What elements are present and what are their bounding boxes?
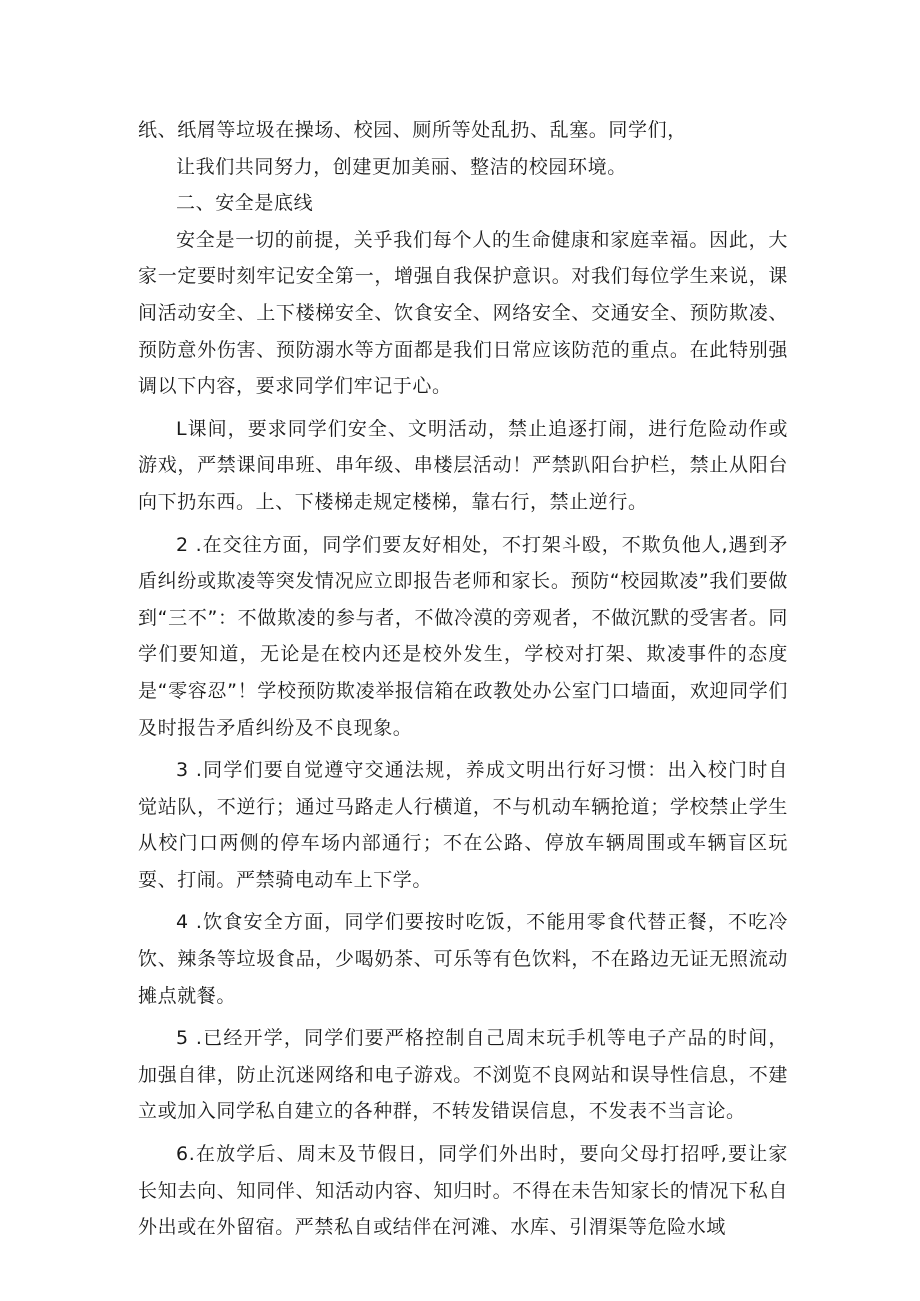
paragraph-continuation: 纸、纸屑等垃圾在操场、校园、厕所等处乱扔、乱塞。同学们， [138, 119, 687, 141]
paragraph-item-5: 5 .已经开学，同学们要严格控制自己周末玩手机等电子产品的时间，加强自律，防止沉迷网络和电子游戏。不浏览不良网站和误导性信息，不建立或加入同学私自建立的各种群，不转发错误信息，不发表不当言论。 [138, 1027, 788, 1123]
paragraph-item-1: L课间，要求同学们安全、文明活动，禁止追逐打闹，进行危险动作或游戏，严禁课间串班、串年级、串楼层活动！严禁趴阳台护栏，禁止从阳台向下扔东西。上、下楼梯走规定楼梯，靠右行，禁止逆行。 [138, 417, 788, 513]
paragraph-closing: 让我们共同努力，创建更加美丽、整洁的校园环境。 [176, 155, 627, 178]
paragraph-item-2: 2 .在交往方面，同学们要友好相处，不打架斗殴，不欺负他人,遇到矛盾纠纷或欺凌等突发情况应立即报告老师和家长。预防“校园欺凌”我们要做到“三不”：不做欺凌的参与者，不做冷漠的旁观者，不做沉默的受害者。同学们要知道，无论是在校内还是校外发生，学校对打架、欺凌事件的态度是“零容忍”！学校预防欺凌举报信箱在政教处办公室门口墙面，欢迎同学们及时报告矛盾纠纷及不良现象。 [138, 533, 788, 739]
paragraph-item-6: 6.在放学后、周末及节假日，同学们外出时，要向父母打招呼,要让家长知去向、知同伴、知活动内容、知归时。不得在未告知家长的情况下私自外出或在外留宿。严禁私自或结伴在河滩、水库、引渭渠等危险水域 [138, 1143, 788, 1239]
paragraph-item-4: 4 .饮食安全方面，同学们要按时吃饭，不能用零食代替正餐，不吃冷饮、辣条等垃圾食品，少喝奶茶、可乐等有色饮料，不在路边无证无照流动摊点就餐。 [138, 911, 788, 1007]
document-body [138, 112, 788, 1246]
paragraph-intro: 安全是一切的前提，关乎我们每个人的生命健康和家庭幸福。因此，大家一定要时刻牢记安全第一，增强自我保护意识。对我们每位学生来说，课间活动安全、上下楼梯安全、饮食安全、网络安全、交通安全、预防欺凌、预防意外伤害、预防溺水等方面都是我们日常应该防范的重点。在此特别强调以下内容，要求同学们牢记于心。 [138, 228, 788, 398]
section-heading: 二、安全是底线 [176, 192, 314, 215]
paragraph-item-3: 3 .同学们要自觉遵守交通法规，养成文明出行好习惯：出入校门时自觉站队，不逆行；通过马路走人行横道，不与机动车辆抢道；学校禁止学生从校门口两侧的停车场内部通行；不在公路、停放车辆周围或车辆盲区玩耍、打闹。严禁骑电动车上下学。 [138, 759, 788, 891]
